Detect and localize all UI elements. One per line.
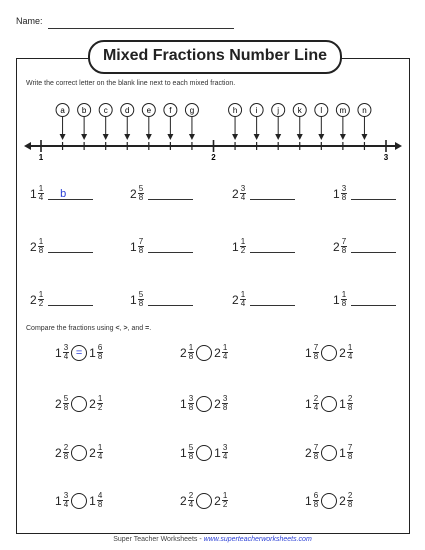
whole-number: 1 xyxy=(89,345,96,360)
fraction: $\frac{7}{8}$ xyxy=(341,237,347,255)
whole-number: 2 xyxy=(30,239,37,254)
mixed-fraction-item xyxy=(30,238,93,255)
pointer-arrow xyxy=(318,134,324,140)
mixed-fraction-item xyxy=(130,185,193,202)
compare-item xyxy=(180,444,228,461)
whole-number: 1 xyxy=(130,239,137,254)
answer-blank[interactable]: b xyxy=(48,188,93,200)
mixed-fraction-item xyxy=(333,291,396,308)
compare-item xyxy=(305,395,353,412)
mixed-fraction-item xyxy=(333,185,396,202)
fraction: $\frac{1}{4}$ xyxy=(97,443,103,461)
whole-number: 2 xyxy=(180,345,187,360)
fraction: $\frac{7}{8}$ xyxy=(313,343,319,361)
whole-number: 1 xyxy=(232,239,239,254)
fraction: $\frac{7}{8}$ xyxy=(138,237,144,255)
fraction: $\frac{3}{8}$ xyxy=(341,184,347,202)
fraction: $\frac{7}{8}$ xyxy=(313,443,319,461)
compare-circle[interactable] xyxy=(71,493,87,509)
fraction: $\frac{6}{8}$ xyxy=(97,343,103,361)
tick-label: 3 xyxy=(383,153,389,162)
compare-circle[interactable] xyxy=(321,345,337,361)
whole-number: 1 xyxy=(130,292,137,307)
compare-circle[interactable] xyxy=(321,493,337,509)
whole-number: 2 xyxy=(180,493,187,508)
letter-label: b xyxy=(81,106,87,115)
number-line xyxy=(0,0,425,170)
whole-number: 1 xyxy=(305,345,312,360)
fraction: $\frac{3}{4}$ xyxy=(222,443,228,461)
answer-blank[interactable] xyxy=(250,188,295,200)
mixed-fraction-item xyxy=(30,185,93,202)
fraction: $\frac{3}{8}$ xyxy=(188,394,194,412)
pointer-arrow xyxy=(275,134,281,140)
answer-blank[interactable] xyxy=(351,241,396,253)
whole-number: 1 xyxy=(180,396,187,411)
letter-label: i xyxy=(255,106,258,115)
compare-circle[interactable] xyxy=(196,396,212,412)
page-title: Mixed Fractions Number Line xyxy=(88,40,342,74)
whole-number: 1 xyxy=(89,493,96,508)
compare-circle[interactable] xyxy=(71,396,87,412)
compare-instructions: Compare the fractions using <, >, and =. xyxy=(26,325,152,332)
whole-number: 1 xyxy=(55,493,62,508)
tick-label: 1 xyxy=(38,153,44,162)
compare-circle[interactable] xyxy=(196,345,212,361)
whole-number: 1 xyxy=(305,396,312,411)
compare-item xyxy=(305,444,353,461)
pointer-arrow xyxy=(361,134,367,140)
pointer-arrow xyxy=(60,134,66,140)
letter-label: c xyxy=(103,106,108,115)
fraction: $\frac{2}{4}$ xyxy=(188,491,194,509)
fraction: $\frac{1}{8}$ xyxy=(188,343,194,361)
letter-label: l xyxy=(320,106,323,115)
fraction: $\frac{1}{4}$ xyxy=(38,184,44,202)
whole-number: 2 xyxy=(232,186,239,201)
fraction: $\frac{3}{4}$ xyxy=(240,184,246,202)
whole-number: 1 xyxy=(55,345,62,360)
whole-number: 2 xyxy=(214,345,221,360)
fraction: $\frac{1}{4}$ xyxy=(222,343,228,361)
compare-item xyxy=(55,444,103,461)
whole-number: 1 xyxy=(339,445,346,460)
letter-label: h xyxy=(232,106,238,115)
mixed-fraction-item xyxy=(333,238,396,255)
fraction: $\frac{2}{4}$ xyxy=(313,394,319,412)
fraction: $\frac{1}{8}$ xyxy=(38,237,44,255)
fraction: $\frac{1}{2}$ xyxy=(97,394,103,412)
compare-item xyxy=(180,344,228,361)
whole-number: 2 xyxy=(130,186,137,201)
whole-number: 1 xyxy=(305,493,312,508)
axis-arrow-right xyxy=(395,142,402,150)
mixed-fraction-item xyxy=(232,291,295,308)
answer-blank[interactable] xyxy=(351,188,396,200)
fraction: $\frac{2}{8}$ xyxy=(347,394,353,412)
whole-number: 2 xyxy=(30,292,37,307)
whole-number: 1 xyxy=(214,445,221,460)
compare-circle[interactable] xyxy=(196,445,212,461)
answer-blank[interactable] xyxy=(48,294,93,306)
compare-item xyxy=(305,492,353,509)
whole-number: 2 xyxy=(89,396,96,411)
compare-item xyxy=(55,395,103,412)
whole-number: 1 xyxy=(333,292,340,307)
footer: Super Teacher Worksheets - www.superteacherworksheets.com xyxy=(113,536,312,543)
whole-number: 2 xyxy=(305,445,312,460)
letter-label: g xyxy=(189,106,195,115)
fraction: $\frac{1}{4}$ xyxy=(347,343,353,361)
whole-number: 2 xyxy=(339,345,346,360)
fraction: $\frac{1}{2}$ xyxy=(222,491,228,509)
mixed-fraction-item xyxy=(130,238,193,255)
whole-number: 2 xyxy=(55,445,62,460)
compare-item xyxy=(55,492,103,509)
whole-number: 1 xyxy=(339,396,346,411)
compare-circle[interactable] xyxy=(71,445,87,461)
mixed-fraction-item xyxy=(232,185,295,202)
fraction: $\frac{1}{2}$ xyxy=(240,237,246,255)
letter-label: d xyxy=(125,106,130,115)
compare-circle[interactable]: = xyxy=(71,345,87,361)
fraction: $\frac{5}{8}$ xyxy=(188,443,194,461)
letter-label: j xyxy=(277,106,280,115)
fraction: $\frac{2}{8}$ xyxy=(63,443,69,461)
pointer-arrow xyxy=(254,134,260,140)
pointer-arrow xyxy=(124,134,130,140)
fraction: $\frac{1}{2}$ xyxy=(38,290,44,308)
answer-blank[interactable] xyxy=(148,294,193,306)
fraction: $\frac{5}{8}$ xyxy=(63,394,69,412)
fraction: $\frac{1}{4}$ xyxy=(240,290,246,308)
letter-label: a xyxy=(60,106,65,115)
fraction: $\frac{4}{8}$ xyxy=(97,491,103,509)
mixed-fraction-item xyxy=(232,238,295,255)
letter-label: f xyxy=(169,106,172,115)
fraction: $\frac{5}{8}$ xyxy=(138,290,144,308)
fraction: $\frac{3}{4}$ xyxy=(63,491,69,509)
tick-label: 2 xyxy=(211,153,216,162)
fraction: $\frac{3}{8}$ xyxy=(222,394,228,412)
whole-number: 2 xyxy=(55,396,62,411)
compare-item xyxy=(180,395,228,412)
fraction: $\frac{6}{8}$ xyxy=(313,491,319,509)
whole-number: 2 xyxy=(333,239,340,254)
pointer-arrow xyxy=(297,134,303,140)
fraction: $\frac{5}{8}$ xyxy=(138,184,144,202)
pointer-arrow xyxy=(146,134,152,140)
whole-number: 2 xyxy=(339,493,346,508)
letter-label: n xyxy=(362,106,367,115)
whole-number: 1 xyxy=(30,186,37,201)
pointer-arrow xyxy=(340,134,346,140)
pointer-arrow xyxy=(232,134,238,140)
whole-number: 1 xyxy=(180,445,187,460)
fraction: $\frac{2}{8}$ xyxy=(347,491,353,509)
fraction: $\frac{3}{4}$ xyxy=(63,343,69,361)
whole-number: 2 xyxy=(232,292,239,307)
whole-number: 2 xyxy=(214,493,221,508)
letter-label: k xyxy=(297,106,302,115)
fraction: $\frac{7}{8}$ xyxy=(347,443,353,461)
compare-item xyxy=(305,344,353,361)
compare-item xyxy=(180,492,228,509)
whole-number: 1 xyxy=(333,186,340,201)
pointer-arrow xyxy=(81,134,87,140)
letter-label: m xyxy=(339,106,347,115)
answer-blank[interactable] xyxy=(148,241,193,253)
pointer-arrow xyxy=(189,134,195,140)
answer-blank[interactable] xyxy=(250,294,295,306)
pointer-arrow xyxy=(103,134,109,140)
compare-circle[interactable] xyxy=(321,396,337,412)
name-label: Name: xyxy=(16,16,43,26)
letter-label: e xyxy=(146,106,152,115)
fraction: $\frac{1}{8}$ xyxy=(341,290,347,308)
answer-blank[interactable] xyxy=(148,188,193,200)
pointer-arrow xyxy=(167,134,173,140)
answer-blank[interactable] xyxy=(250,241,295,253)
answer-blank[interactable] xyxy=(48,241,93,253)
answer-blank[interactable] xyxy=(351,294,396,306)
compare-circle[interactable] xyxy=(196,493,212,509)
whole-number: 2 xyxy=(214,396,221,411)
compare-circle[interactable] xyxy=(321,445,337,461)
whole-number: 2 xyxy=(89,445,96,460)
axis-arrow-left xyxy=(24,142,31,150)
mixed-fraction-item xyxy=(130,291,193,308)
instructions: Write the correct letter on the blank line next to each mixed fraction. xyxy=(26,80,236,87)
compare-item xyxy=(55,344,103,361)
mixed-fraction-item xyxy=(30,291,93,308)
